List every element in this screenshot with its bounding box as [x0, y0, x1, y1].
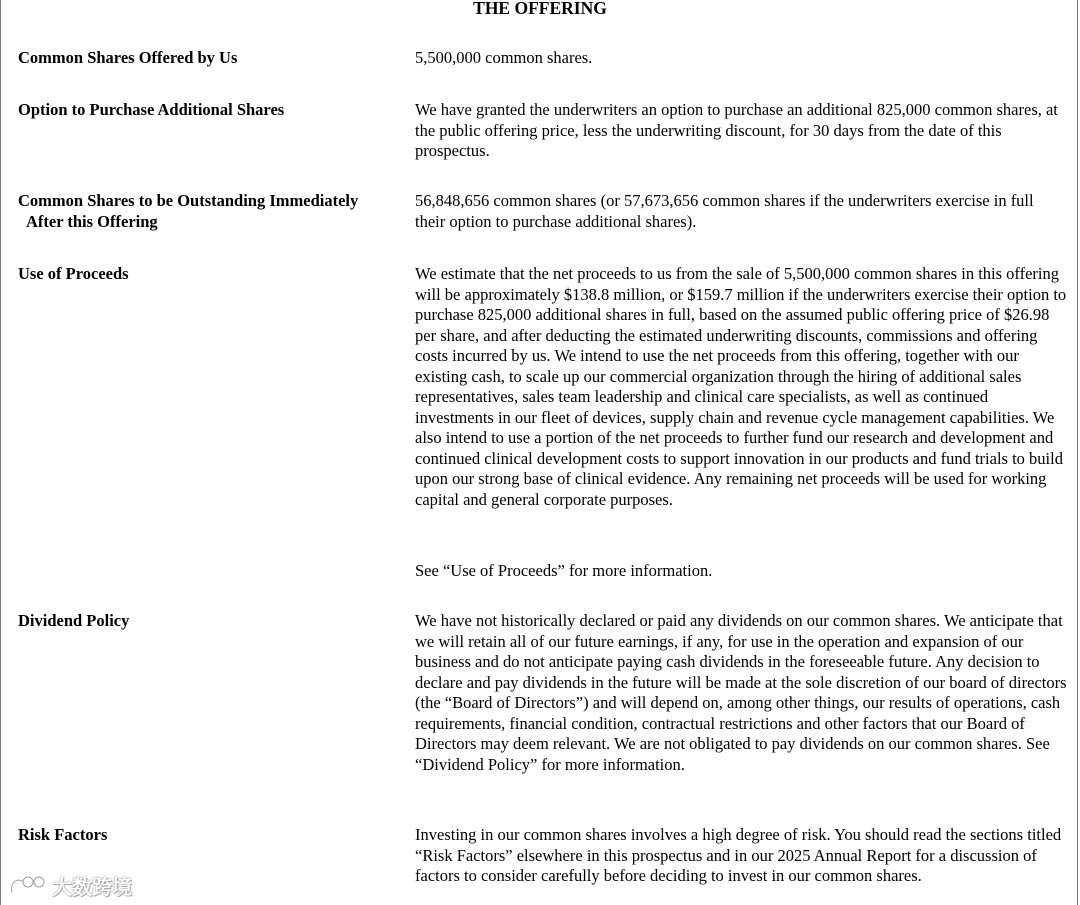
- row-text: We have granted the underwriters an option to purchase an additional 825,000 common shares, at the public offering price, less the underwriting discount, for 30 days from the date of this prospectus.: [415, 100, 1058, 160]
- row-text: 56,848,656 common shares (or 57,673,656 common shares if the underwriters exercise in full their option to purchase additional shares).: [415, 191, 1034, 231]
- row-label: Common Shares Offered by Us: [18, 48, 238, 67]
- row-label: Risk Factors: [18, 825, 108, 844]
- row-label: Option to Purchase Additional Shares: [18, 100, 285, 119]
- section-title: THE OFFERING: [473, 0, 607, 18]
- watermark-text: 大数跨境: [52, 874, 132, 899]
- row-text: Investing in our common shares involves a high degree of risk. You should read the sections titled “Risk Factors” elsewhere in this prospectus and in our 2025 Annual Report for a discussion of factors to consider carefully before deciding to invest in our common shares.: [415, 825, 1062, 885]
- row-label: Dividend Policy: [18, 611, 130, 630]
- row-text-note: See “Use of Proceeds” for more information.: [415, 561, 713, 580]
- row-label-line2: After this Offering: [26, 211, 158, 231]
- row-label: Use of Proceeds: [18, 264, 129, 283]
- watermark: [8, 870, 132, 900]
- row-label: [18, 191, 393, 232]
- logo-icon: [8, 872, 48, 898]
- row-text: 5,500,000 common shares.: [415, 48, 593, 67]
- row-label-line1: Common Shares to be Outstanding Immediately: [18, 191, 359, 210]
- row-text: We estimate that the net proceeds to us from the sale of 5,500,000 common shares in this offering will be approximately $138.8 million, or $159.7 million if the underwriters exercise their option to purchase 825,000 additional shares in full, based on the assumed public offering price of $26.98 per share, and after deducting the estimated underwriting discounts, commissions and offering costs incurred by us. We intend to use the net proceeds from this offering, together with our existing cash, to scale up our commercial organization through the hiring of additional sales representatives, sales team leadership and clinical care specialists, as well as continued investments in our fleet of devices, supply chain and revenue cycle management capabilities. We also intend to use a portion of the net proceeds to further fund our research and development and continued clinical development costs to support innovation in our products and fund trials to build upon our strong base of clinical evidence. Any remaining net proceeds will be used for working capital and general corporate purposes.: [415, 264, 1067, 509]
- row-text: We have not historically declared or paid any dividends on our common shares. We anticipate that we will retain all of our future earnings, if any, for use in the operation and expansion of our business and do not anticipate paying cash dividends in the foreseeable future. Any decision to declare and pay dividends in the future will be made at the sole discretion of our board of directors (the “Board of Directors”) and will depend on, among other things, our results of operations, cash requirements, financial condition, contractual restrictions and other factors that our Board of Directors may deem relevant. We are not obligated to pay dividends on our common shares. See “Dividend Policy” for more information.: [415, 611, 1067, 774]
